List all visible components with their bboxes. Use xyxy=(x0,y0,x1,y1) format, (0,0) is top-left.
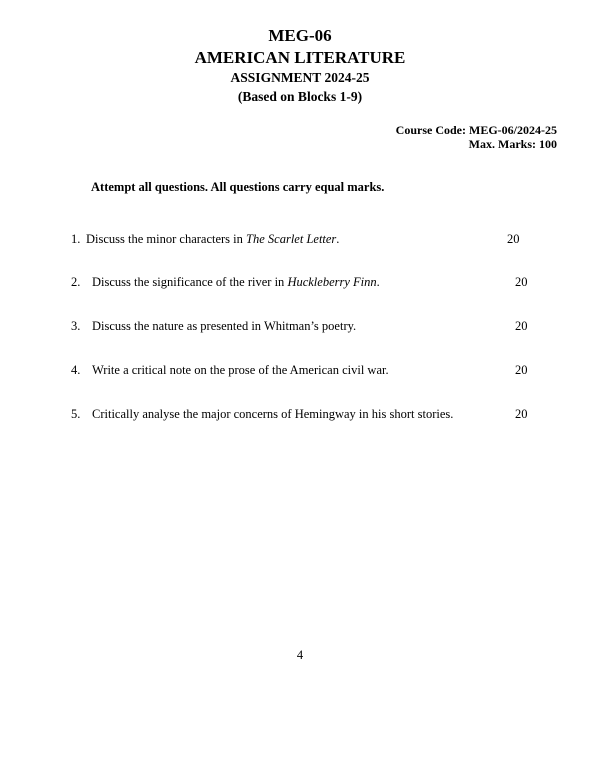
course-code-label: Course Code: MEG-06/2024-25 xyxy=(395,123,557,137)
blocks-subheading: (Based on Blocks 1-9) xyxy=(237,89,363,104)
question-item xyxy=(0,232,600,248)
course-title: AMERICAN LITERATURE xyxy=(194,48,406,67)
instructions: Attempt all questions. All questions carry equal marks. xyxy=(91,180,385,194)
question-marks: 20 xyxy=(507,232,520,246)
question-text: Write a critical note on the prose of the American civil war. xyxy=(92,363,389,377)
page-number: 4 xyxy=(296,648,304,662)
question-item xyxy=(0,407,600,423)
question-number: 1. xyxy=(71,232,81,246)
assignment-heading: ASSIGNMENT 2024-25 xyxy=(230,70,370,85)
course-code-heading: MEG-06 xyxy=(268,26,332,45)
question-item xyxy=(0,275,600,291)
question-number: 3. xyxy=(71,319,81,333)
question-text: Discuss the minor characters in The Scarlet Letter. xyxy=(86,232,340,246)
question-text: Discuss the significance of the river in Huckleberry Finn. xyxy=(92,275,380,289)
max-marks-label: Max. Marks: 100 xyxy=(468,137,557,151)
question-item xyxy=(0,319,600,335)
question-marks: 20 xyxy=(515,275,528,289)
question-text: Critically analyse the major concerns of Hemingway in his short stories. xyxy=(92,407,454,421)
question-number: 5. xyxy=(71,407,81,421)
question-number: 4. xyxy=(71,363,81,377)
question-number: 2. xyxy=(71,275,81,289)
question-marks: 20 xyxy=(515,407,528,421)
question-marks: 20 xyxy=(515,363,528,377)
question-marks: 20 xyxy=(515,319,528,333)
question-item xyxy=(0,363,600,379)
question-text: Discuss the nature as presented in Whitman’s poetry. xyxy=(92,319,357,333)
